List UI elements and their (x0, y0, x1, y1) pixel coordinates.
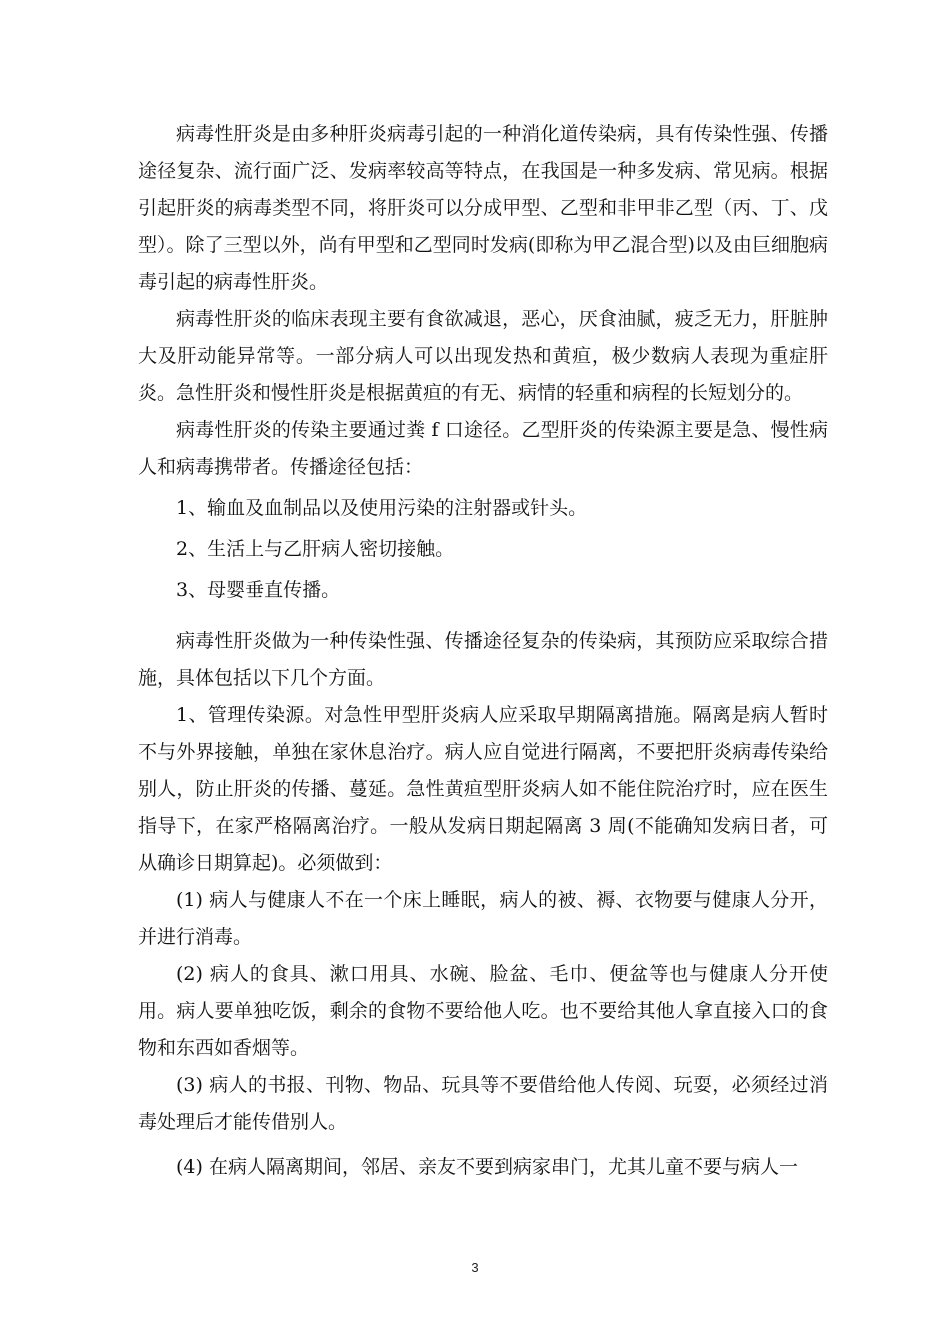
paragraph-hepatitis-intro: 病毒性肝炎是由多种肝炎病毒引起的一种消化道传染病，具有传染性强、传播途径复杂、流行面广泛、发病率较高等特点，在我国是一种多发病、常见病。根据引起肝炎的病毒类型不同，将肝炎可以分成甲型、乙型和非甲非乙型（丙、丁、戊型）。除了三型以外，尚有甲型和乙型同时发病(即称为甲乙混合型)以及由巨细胞病毒引起的病毒性肝炎。 (138, 123, 828, 293)
paragraph-prevention-intro: 病毒性肝炎做为一种传染性强、传播途径复杂的传染病，其预防应采取综合措施，具体包括以下几个方面。 (138, 630, 828, 689)
list-item-route-2: 2、生活上与乙肝病人密切接触。 (176, 538, 455, 560)
list-item-measure-4: (4) 在病人隔离期间，邻居、亲友不要到病家串门，尤其儿童不要与病人一 (176, 1156, 798, 1178)
paragraph-clinical-symptoms: 病毒性肝炎的临床表现主要有食欲减退，恶心，厌食油腻，疲乏无力，肝脏肿大及肝动能异常等。一部分病人可以出现发热和黄疸，极少数病人表现为重症肝炎。急性肝炎和慢性肝炎是根据黄疸的有无、病情的轻重和病程的长短划分的。 (138, 308, 828, 404)
list-item-route-3: 3、母婴垂直传播。 (176, 579, 341, 601)
list-item-measure-1: (1) 病人与健康人不在一个床上睡眠，病人的被、褥、衣物要与健康人分开，并进行消毒。 (138, 889, 828, 948)
paragraph-transmission: 病毒性肝炎的传染主要通过粪 f 口途径。乙型肝炎的传染源主要是急、慢性病人和病毒携带者。传播途径包括： (138, 419, 828, 478)
list-item-measure-3: (3) 病人的书报、刊物、物品、玩具等不要借给他人传阅、玩耍，必须经过消毒处理后才能传借别人。 (138, 1074, 828, 1133)
document-body (138, 116, 828, 1186)
paragraph-manage-source: 1、管理传染源。对急性甲型肝炎病人应采取早期隔离措施。隔离是病人暂时不与外界接触，单独在家休息治疗。病人应自觉进行隔离，不要把肝炎病毒传染给别人，防止肝炎的传播、蔓延。急性黄疸型肝炎病人如不能住院治疗时，应在医生指导下，在家严格隔离治疗。一般从发病日期起隔离 3 周(不能确知发病日者，可从确诊日期算起)。必须做到： (138, 704, 828, 874)
page-number: 3 (471, 1260, 479, 1275)
list-item-measure-2: (2) 病人的食具、漱口用具、水碗、脸盆、毛巾、便盆等也与健康人分开使用。病人要单独吃饭，剩余的食物不要给他人吃。也不要给其他人拿直接入口的食物和东西如香烟等。 (138, 963, 828, 1059)
list-item-route-1: 1、输血及血制品以及使用污染的注射器或针头。 (176, 497, 588, 519)
